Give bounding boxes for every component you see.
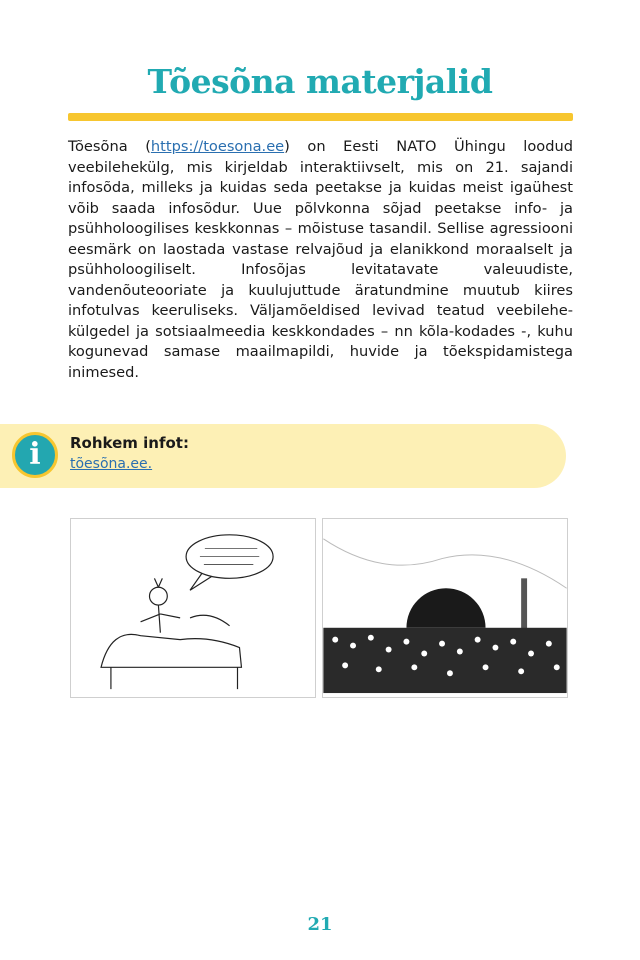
page-title: Tõesõna materjalid	[147, 62, 493, 101]
body-paragraph	[68, 137, 573, 383]
cartoon-drawing	[71, 519, 315, 697]
info-icon: i	[12, 432, 58, 478]
info-link[interactable]: tõesõna.ee.	[70, 456, 153, 472]
page-number: 21	[307, 914, 333, 935]
cartoon-illustration	[70, 518, 316, 698]
title-underline	[68, 113, 573, 121]
toesona-link[interactable]: https://toesona.ee	[150, 138, 285, 155]
crowd-drawing	[323, 519, 567, 697]
crowd-illustration	[322, 518, 568, 698]
body-text: ) on Eesti NATO Ühingu loodud veebilehekülg, mis kirjeldab interaktiivselt, mis on 21. sajandi infosõda, milleks ja kuidas seda peetakse ja kuidas meist igaühest võib saada infosõdur. Uue põlvkonna sõjad peetakse info- ja psühholoogilises keskkonnas – mõistuse tasandil. Sellise agressiooni eesmärk on laostada vastase relvajõud ja elanikkond moraalselt ja psühholoogiliselt. Infosõjas levitatavate valeuudiste, vandenõuteooriate ja kuulujuttude äratundmine muutub kiires infotulvas keeruliseks. Väljamõeldised levivad teatud veebilehe-külgedel ja sotsiaalmeedia keskkondades – nn kõla-kodades -, kuhu kogunevad samase maailmapildi, huvide ja tõekspidamistega inimesed.	[68, 138, 573, 381]
info-title: Rohkem infot:	[70, 434, 189, 452]
body-intro: Tõesõna (	[68, 138, 151, 155]
